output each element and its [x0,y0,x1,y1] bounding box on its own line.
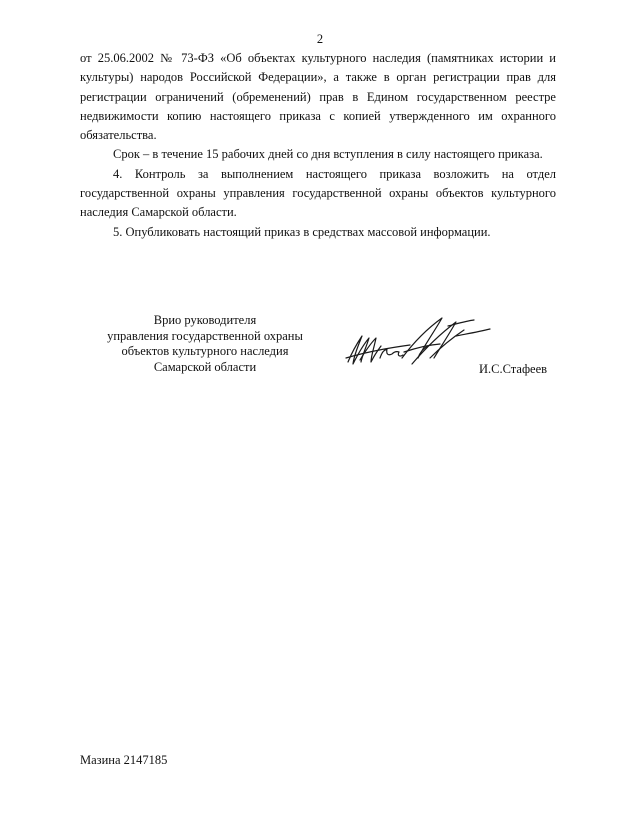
position-line-3: объектов культурного наследия [121,344,289,358]
signatory-position [80,313,330,375]
paragraph-continuation: от 25.06.2002 № 73-ФЗ «Об объектах культурного наследия (памятниках истории и культуры) народов Российской Федерации», а также в орган регистрации прав для регистрации ограничений (обременений) прав в Едином государственном реестре недвижимости копию настоящего приказа с копией утвержденного им охранного обязательства. [80,51,556,143]
paragraph-item-4: 4. Контроль за выполнением настоящего приказа возложить на отдел государственной охраны управления государственной охраны объектов культурного наследия Самарской области. [80,166,556,220]
paragraph-item-5: 5. Опубликовать настоящий приказ в средствах массовой информации. [113,224,491,239]
position-line-2: управления государственной охраны [107,328,303,343]
handwritten-signature [344,312,494,378]
signer-name: И.С.Стафеев [479,362,548,376]
paragraph-deadline: Срок – в течение 15 рабочих дней со дня вступления в силу настоящего приказа. [113,147,543,162]
page-number: 2 [316,32,324,46]
executor-info: Мазина 2147185 [80,753,168,767]
position-line-1: Врио руководителя [153,313,257,327]
document-body [80,49,556,242]
position-line-4: Самарской области [153,359,257,374]
